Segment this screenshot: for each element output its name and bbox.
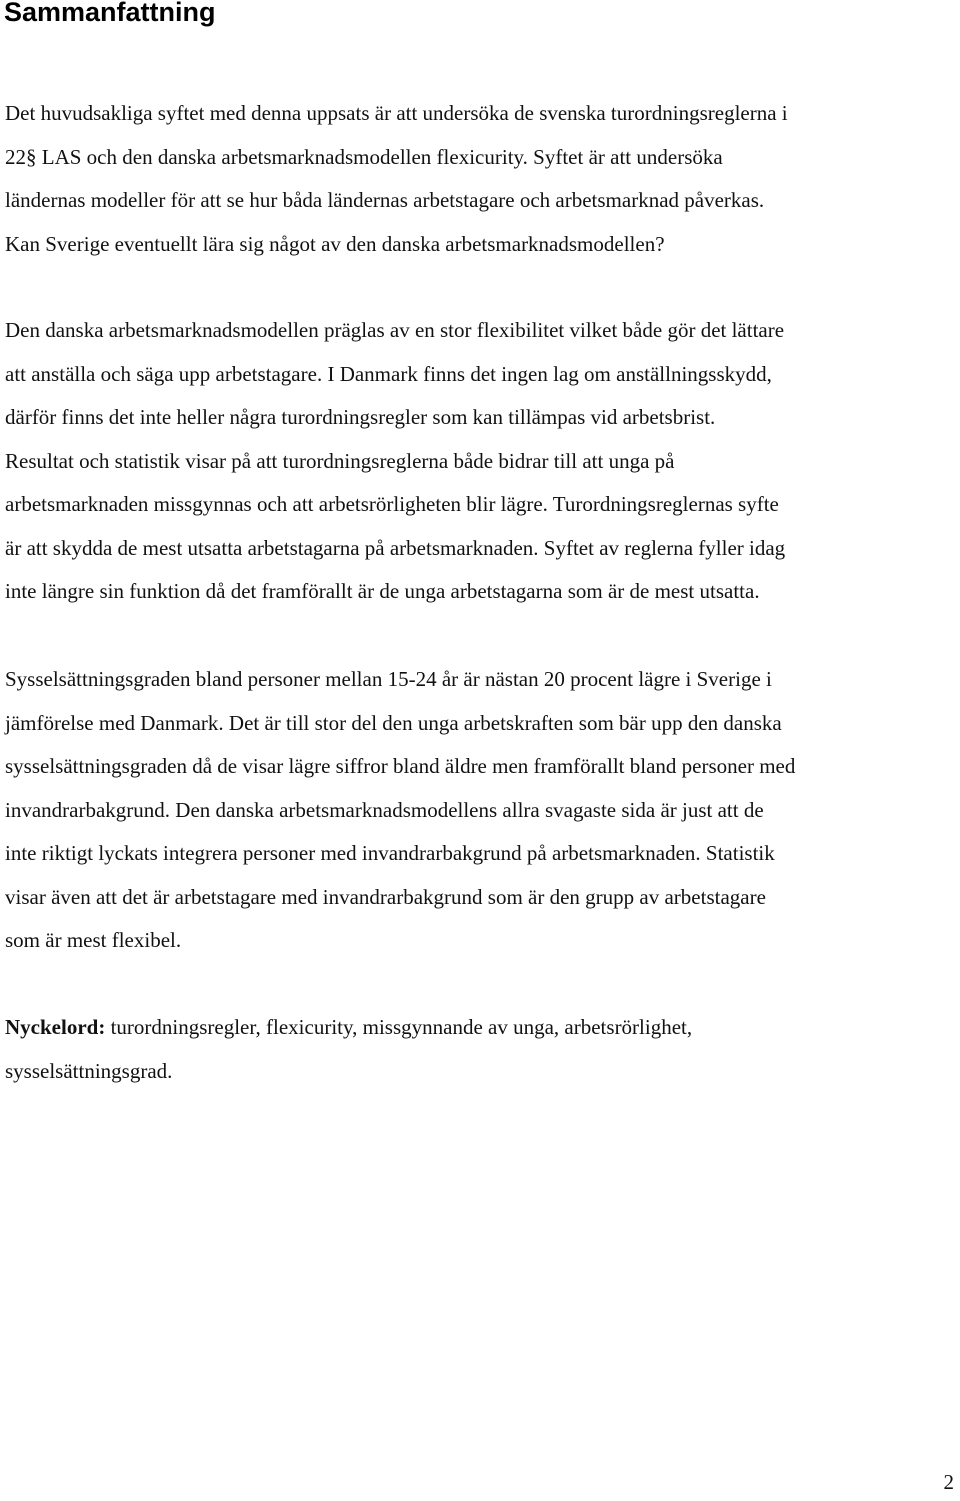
text-line: invandrarbakgrund. Den danska arbetsmarknadsmodellens allra svagaste sida är just att de [5, 797, 764, 822]
text-line: är att skydda de mest utsatta arbetstagarna på arbetsmarknaden. Syftet av reglerna fyller idag [5, 535, 786, 560]
text-line: arbetsmarknaden missgynnas och att arbetsrörligheten blir lägre. Turordningsreglernas syfte [5, 492, 779, 516]
keywords-list: turordningsregler, flexicurity, missgynnande av unga, arbetsrörlighet, [105, 1015, 693, 1039]
text-line: Sysselsättningsgraden bland personer mellan 15-24 år är nästan 20 procent lägre i Sverige i [5, 667, 772, 691]
text-line: 22§ LAS och den danska arbetsmarknadsmodellen flexicurity. Syftet är att undersöka [5, 144, 723, 169]
text-line: sysselsättningsgraden då de visar lägre siffror bland äldre men framförallt bland personer med [5, 754, 796, 778]
text-line: därför finns det inte heller några turordningsregler som kan tillämpas vid arbetsbrist. [5, 405, 716, 429]
page-number: 2 [943, 1470, 954, 1494]
paragraph-employment-rate [5, 658, 955, 963]
text-line: jämförelse med Danmark. Det är till stor del den unga arbetskraften som bär upp den danska [5, 710, 782, 735]
paragraph-danish-model [5, 309, 955, 614]
text-line: som är mest flexibel. [5, 928, 182, 952]
section-heading: Sammanfattning [4, 0, 216, 27]
paragraph-purpose [5, 92, 955, 266]
text-line: inte längre sin funktion då det framförallt är de unga arbetstagarna som är de mest utsatta. [5, 579, 760, 603]
text-line: att anställa och säga upp arbetstagare. I Danmark finns det ingen lag om anställningsskydd, [5, 361, 772, 386]
text-line: Resultat och statistik visar på att turordningsreglerna både bidrar till att unga på [5, 448, 675, 473]
keywords-line [5, 1006, 955, 1050]
keywords-label: Nyckelord: [5, 1015, 106, 1039]
keywords-line: sysselsättningsgrad. [5, 1058, 173, 1083]
text-line: Det huvudsakliga syftet med denna uppsats är att undersöka de svenska turordningsreglerna i [5, 101, 788, 125]
keywords-paragraph [5, 1006, 955, 1093]
text-line: visar även att det är arbetstagare med invandrarbakgrund som är den grupp av arbetstagare [5, 884, 766, 909]
text-line: ländernas modeller för att se hur båda ländernas arbetstagare och arbetsmarknad påverkas. [5, 188, 765, 212]
text-line: Kan Sverige eventuellt lära sig något av den danska arbetsmarknadsmodellen? [5, 231, 665, 256]
text-line: Den danska arbetsmarknadsmodellen präglas av en stor flexibilitet vilket både gör det lättare [5, 318, 785, 342]
text-line: inte riktigt lyckats integrera personer med invandrarbakgrund på arbetsmarknaden. Statistik [5, 841, 775, 865]
